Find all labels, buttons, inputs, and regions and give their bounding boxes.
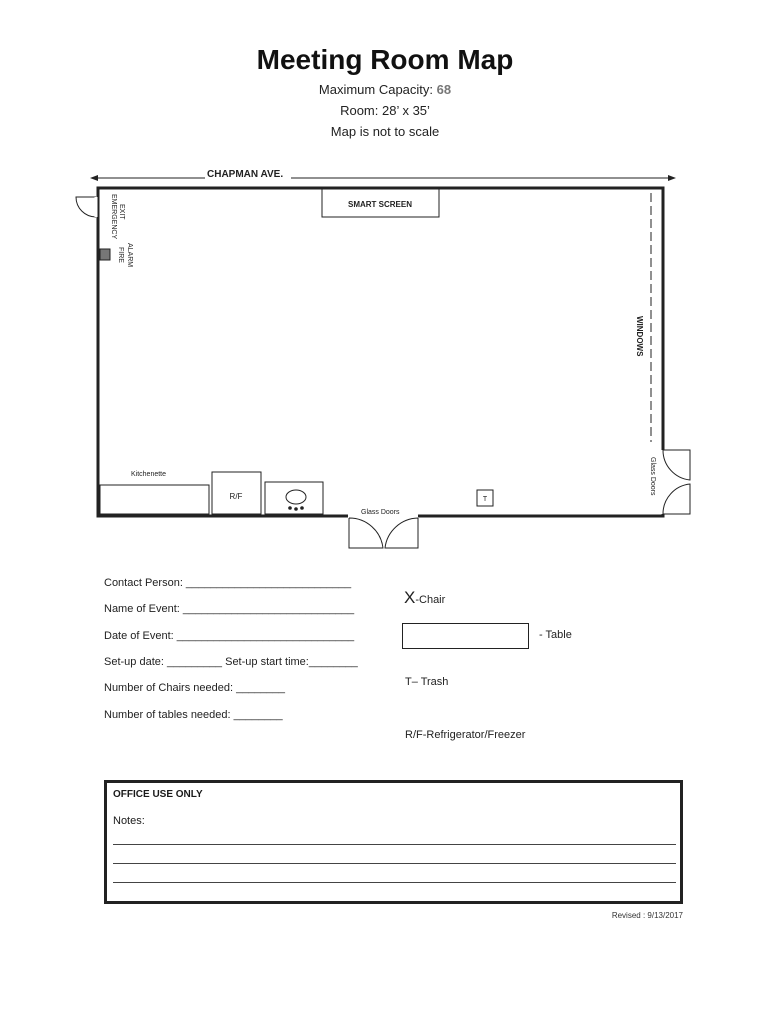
notes-label: Notes: [113,815,145,827]
office-use-box [104,780,683,904]
legend-chair [404,588,445,608]
street-arrow-right [668,175,676,181]
room-outline [98,188,663,516]
room-size: Room: 28’ x 35’ [340,103,430,118]
chair-label: -Chair [415,594,446,606]
notes-line-1[interactable] [113,844,676,845]
kitchenette-counter [100,485,209,514]
alarm-label: ALARM [126,243,133,268]
smart-screen-label: SMART SCREEN [347,200,413,209]
chairs-needed-field[interactable]: Number of Chairs needed: ________ [104,682,286,694]
emergency-exit-door [76,197,96,217]
glass-door-right-bottom [663,484,690,514]
office-use-title: OFFICE USE ONLY [113,789,203,800]
glass-door-bottom-right [385,518,418,548]
chair-symbol: X [404,588,416,607]
capacity-value: 68 [436,82,452,97]
contact-person-field[interactable]: Contact Person: ___________________________ [104,577,352,589]
revised-date: Revised : 9/13/2017 [611,911,683,920]
windows-label: WINDOWS [635,316,644,357]
setup-field[interactable]: Set-up date: _________ Set-up start time:________ [104,656,358,668]
legend-table-label: - Table [539,629,572,641]
street-label: CHAPMAN AVE. [207,169,284,180]
rf-label: R/F [229,492,243,501]
tables-needed-field[interactable]: Number of tables needed: ________ [104,709,283,721]
legend-rf: R/F-Refrigerator/Freezer [405,729,526,741]
event-name-field[interactable]: Name of Event: ____________________________ [104,603,355,615]
scale-note: Map is not to scale [330,124,440,139]
exit-label: EXIT [118,204,125,220]
glass-door-right-top [663,450,690,480]
glass-doors-bottom-label: Glass Doors [361,509,400,516]
legend-table-box [402,623,529,649]
glass-doors-right-label: Glass Doors [649,457,656,496]
street-arrow-left [90,175,98,181]
fire-alarm [100,249,110,260]
page-title: Meeting Room Map [256,44,514,75]
event-date-field[interactable]: Date of Event: _____________________________ [104,630,355,642]
fire-label: FIRE [117,247,124,263]
notes-line-2[interactable] [113,863,676,864]
capacity-label: Maximum Capacity: [318,82,437,97]
kitchen-table [265,482,323,514]
legend-trash: T– Trash [405,676,449,688]
notes-line-3[interactable] [113,882,676,883]
emergency-label: EMERGENCY [110,194,117,240]
trash-label: T [482,496,488,503]
kitchenette-label: Kitchenette [131,471,167,478]
glass-door-bottom-left [349,518,383,548]
